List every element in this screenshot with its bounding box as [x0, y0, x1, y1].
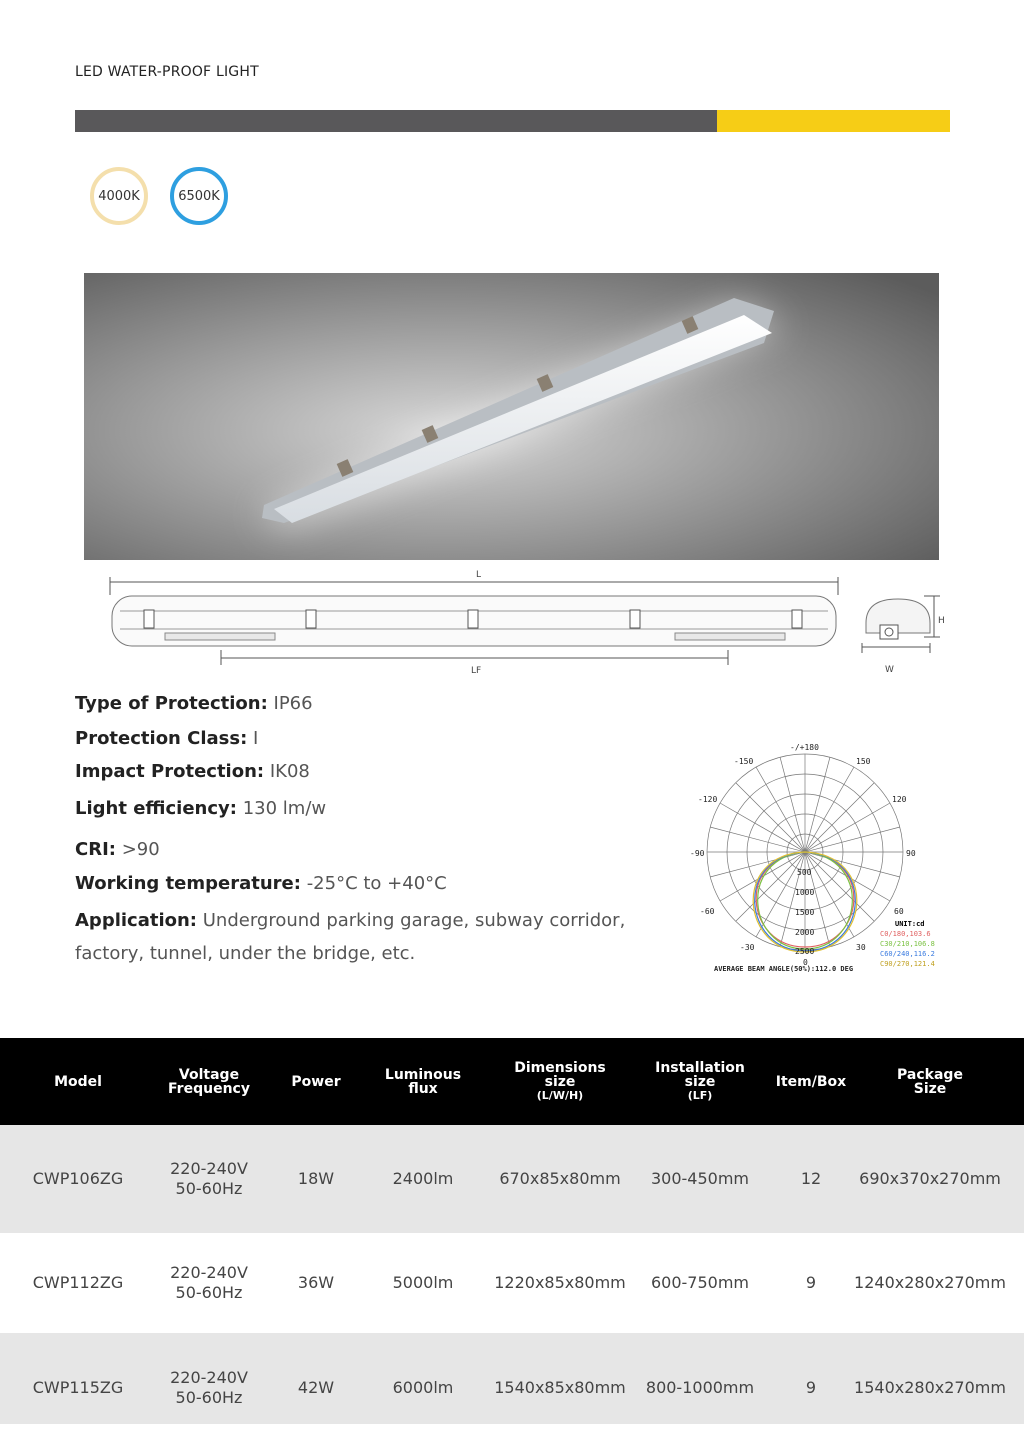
spec-application-continued: factory, tunnel, under the bridge, etc. — [75, 943, 416, 964]
angle-neg60: -60 — [700, 907, 715, 916]
cell-model: CWP106ZG — [32, 1169, 124, 1188]
polar-unit: UNIT:cd — [895, 920, 925, 928]
spec-working-temperature: Working temperature: -25°C to +40°C — [75, 873, 447, 894]
spec-impact-protection: Impact Protection: IK08 — [75, 761, 310, 782]
cell-flux: 2400lm — [392, 1169, 454, 1188]
cell-flux: 6000lm — [392, 1378, 454, 1397]
angle-neg90: -90 — [690, 849, 705, 858]
length-label: L — [476, 570, 482, 580]
light-distribution-diagram — [690, 740, 960, 980]
col-installation-size: Installation size (LF) — [655, 1059, 745, 1102]
cell-item-box: 9 — [805, 1273, 817, 1292]
page-title: LED WATER-PROOF LIGHT — [75, 64, 259, 80]
spec-protection-type: Type of Protection: IP66 — [75, 693, 313, 714]
table-row — [0, 1125, 1024, 1233]
angle-neg150: -150 — [734, 757, 754, 766]
cell-power: 42W — [297, 1378, 335, 1397]
radial-500: 500 — [797, 868, 812, 877]
col-model: Model — [54, 1073, 102, 1090]
col-dimensions: Dimensions size (L/W/H) — [514, 1059, 606, 1102]
col-item-box: Item/Box — [775, 1073, 847, 1090]
legend-c30: C30/210,106.8 — [880, 940, 935, 948]
table-row — [0, 1333, 1024, 1424]
angle-neg30: -30 — [740, 943, 755, 952]
radial-2000: 2000 — [795, 928, 815, 937]
cell-dimensions: 1540x85x80mm — [494, 1378, 626, 1397]
spec-protection-class: Protection Class: I — [75, 728, 259, 749]
cell-installation: 300-450mm — [650, 1169, 750, 1188]
width-label: W — [885, 665, 894, 675]
radial-1500: 1500 — [795, 908, 815, 917]
col-voltage-frequency: Voltage Frequency — [168, 1066, 250, 1097]
legend-c90: C90/270,121.4 — [880, 960, 935, 968]
angle-120: 120 — [892, 795, 907, 804]
table-header — [0, 1038, 1024, 1125]
spec-light-efficiency: Light efficiency: 130 lm/w — [75, 798, 327, 819]
spec-cri: CRI: >90 — [75, 839, 160, 860]
angle-150: 150 — [856, 757, 871, 766]
header-bar-yellow — [717, 110, 950, 132]
col-package-size: Package Size — [897, 1066, 963, 1097]
cell-voltage-frequency: 220-240V 50-60Hz — [170, 1263, 248, 1302]
angle-30: 30 — [856, 943, 866, 952]
cell-package: 1540x280x270mm — [854, 1378, 1006, 1397]
table-row — [0, 1233, 1024, 1333]
legend-c60: C60/240,116.2 — [880, 950, 935, 958]
height-label: H — [938, 616, 945, 626]
header-bar-dark — [75, 110, 717, 132]
product-photo — [84, 273, 939, 560]
color-temp-4000k-badge: 4000K — [90, 167, 148, 225]
col-power: Power — [291, 1073, 341, 1090]
install-length-label: LF — [471, 666, 482, 676]
angle-180: -/+180 — [790, 743, 819, 752]
legend-c0: C0/180,103.6 — [880, 930, 931, 938]
radial-1000: 1000 — [795, 888, 815, 897]
cell-flux: 5000lm — [392, 1273, 454, 1292]
cell-power: 36W — [297, 1273, 335, 1292]
cell-model: CWP112ZG — [32, 1273, 124, 1292]
cell-model: CWP115ZG — [32, 1378, 124, 1397]
cell-installation: 800-1000mm — [645, 1378, 755, 1397]
dimension-drawing — [100, 565, 960, 680]
angle-0: 0 — [803, 958, 808, 967]
cell-dimensions: 1220x85x80mm — [494, 1273, 626, 1292]
cell-voltage-frequency: 220-240V 50-60Hz — [170, 1159, 248, 1198]
beam-angle: AVERAGE BEAM ANGLE(50%):112.0 DEG — [714, 965, 854, 973]
cell-power: 18W — [297, 1169, 335, 1188]
cell-package: 690x370x270mm — [859, 1169, 1001, 1188]
cell-dimensions: 670x85x80mm — [499, 1169, 621, 1188]
cell-item-box: 9 — [805, 1378, 817, 1397]
color-temp-6500k-badge: 6500K — [170, 167, 228, 225]
angle-90: 90 — [906, 849, 916, 858]
angle-neg120: -120 — [698, 795, 718, 804]
spec-application: Application: Underground parking garage, subway corridor, — [75, 910, 626, 931]
angle-60: 60 — [894, 907, 904, 916]
cell-item-box: 12 — [800, 1169, 822, 1188]
cell-package: 1240x280x270mm — [854, 1273, 1006, 1292]
col-luminous-flux: Luminous flux — [384, 1066, 462, 1097]
cell-installation: 600-750mm — [650, 1273, 750, 1292]
cell-voltage-frequency: 220-240V 50-60Hz — [170, 1368, 248, 1407]
radial-2500: 2500 — [795, 947, 815, 956]
